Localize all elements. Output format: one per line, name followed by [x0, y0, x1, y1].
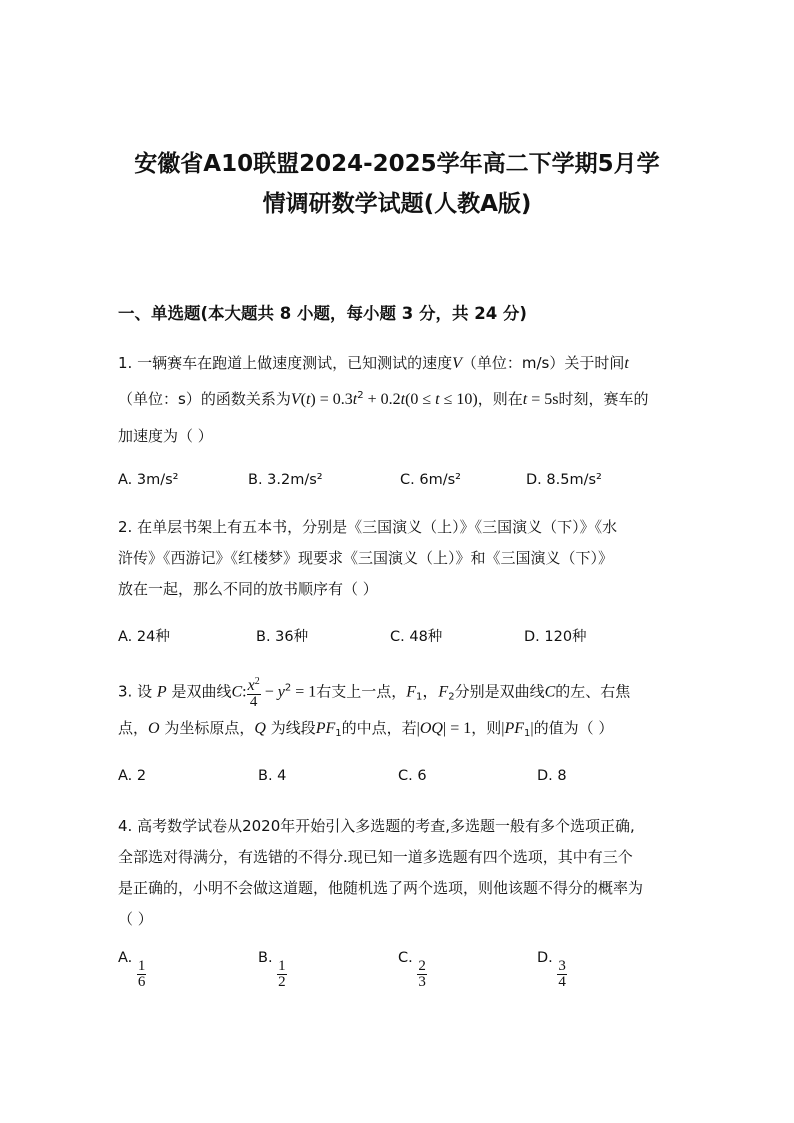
q4-fraction-a: $\frac{1}{6}$: [137, 958, 146, 990]
q1-option-c[interactable]: C. 6m/s²: [400, 472, 461, 488]
q1-condition: t: [522, 391, 528, 408]
q4-line-3: 是正确的，小明不会做这道题，他随机选了两个选项，则他该题不得分的概率为: [118, 879, 644, 897]
q4-option-a[interactable]: A. $\frac{1}{6}$: [118, 950, 146, 990]
q3-option-c[interactable]: C. 6: [398, 768, 427, 784]
q4-option-c[interactable]: C. $\frac{2}{3}$: [398, 950, 426, 990]
q2-option-a[interactable]: A. 24种: [118, 629, 170, 645]
q4-line-1: 4. 高考数学试卷从2020年开始引入多选题的考查,多选题一般有多个选项正确,: [118, 817, 635, 835]
q1-option-b[interactable]: B. 3.2m/s²: [248, 472, 323, 488]
q2-option-d[interactable]: D. 120种: [524, 629, 587, 645]
q1-line-3: 加速度为（ ）: [118, 427, 213, 445]
q2-option-b[interactable]: B. 36种: [256, 629, 309, 645]
q4-fraction-d: $\frac{3}{4}$: [558, 958, 566, 990]
var-t: t: [624, 355, 629, 372]
q1-option-a[interactable]: A. 3m/s²: [118, 472, 179, 488]
q4-option-b[interactable]: B. $\frac{1}{2}$: [258, 950, 286, 990]
q3-option-a[interactable]: A. 2: [118, 768, 147, 784]
q4-line-2: 全部选对得满分，有选错的不得分.现已知一道多选题有四个选项，其中有三个: [118, 848, 633, 866]
q1-formula: V: [290, 391, 301, 408]
document-title: [100, 144, 694, 224]
q1-line-2: （单位：s）的函数关系为$V(t) = 0.3t^2 + 0.2t(0 \le t \le 10)$，则在t = 5s时刻，赛车的: [118, 390, 649, 408]
title-line-1: 安徽省A10联盟2024-2025学年高二下学期5月学: [134, 151, 660, 177]
q4-option-d[interactable]: D. $\frac{3}{4}$: [537, 950, 566, 990]
q3-option-d[interactable]: D. 8: [537, 768, 567, 784]
q1-option-d[interactable]: D. 8.5m/s²: [526, 472, 602, 488]
q2-option-c[interactable]: C. 48种: [390, 629, 443, 645]
q3-hyperbola: C: [231, 683, 243, 701]
q2-line-2: 浒传》《西游记》《红楼梦》现要求《三国演义（上）》和《三国演义（下）》: [118, 549, 614, 567]
q2-line-1: 2. 在单层书架上有五本书，分别是《三国演义（上）》《三国演义（下）》《水: [118, 518, 618, 536]
var-v: V: [452, 355, 462, 372]
section-heading: 一、单选题(本大题共 8 小题，每小题 3 分，共 24 分): [118, 304, 527, 323]
q4-line-4: （ ）: [118, 910, 153, 928]
q4-fraction-b: $\frac{1}{2}$: [278, 958, 286, 990]
title-line-2: 情调研数学试题(人教A版): [262, 191, 532, 217]
q3-line-2: 点，O 为坐标原点，Q 为线段$PF_1$的中点，若|OQ| = 1，则$|PF_1|$的值为（ ）: [118, 719, 614, 739]
q3-line-1: 3. 设 P 是双曲线C: $\frac{x^2}{4}$ − $y^2 = 1$右支上一点，$F_1$，$F_2$分别是双曲线C的左、右焦: [118, 676, 631, 710]
q4-fraction-c: $\frac{2}{3}$: [418, 958, 426, 990]
q1-line-1: 1. 一辆赛车在跑道上做速度测试，已知测试的速度V（单位：m/s）关于时间t: [118, 354, 629, 372]
q3-option-b[interactable]: B. 4: [258, 768, 287, 784]
q2-line-3: 放在一起，那么不同的放书顺序有（ ）: [118, 580, 378, 598]
